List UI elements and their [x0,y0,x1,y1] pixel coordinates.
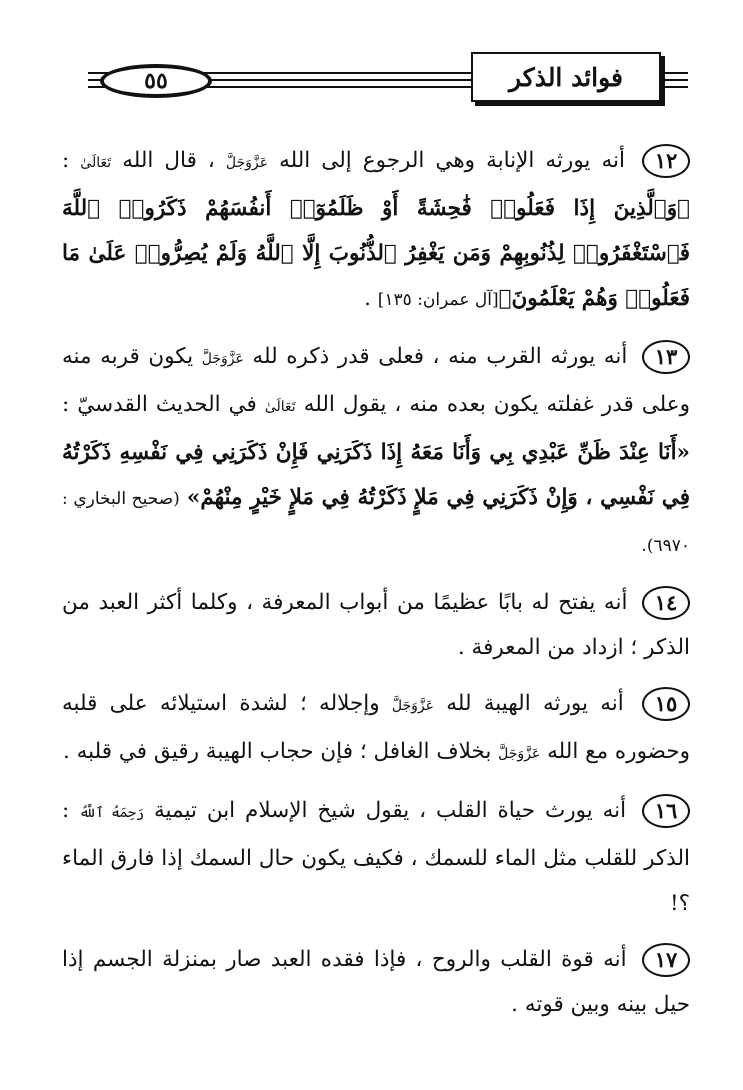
verse-reference: [آل عمران: ١٣٥] [377,290,499,310]
item-number-badge: ١٥ [642,687,690,721]
item-text: أنه يورثه الهيبة لله [446,691,624,716]
honorific: عَزَّوَجَلَّ [201,351,244,367]
honorific: عَزَّوَجَلَّ [391,698,435,714]
item-text: : [62,148,70,173]
item-text: أنه يورثه الإنابة وهي الرجوع إلى الله [279,148,625,173]
item-number-badge: ١٧ [642,943,690,977]
item-text: وإجلاله ؛ لشدة استيلائه على قلبه وحضوره مع الله [62,691,690,764]
item-text: يكون قربه منه وعلى قدر غفلته يكون بعده منه ، يقول الله [62,344,690,417]
list-item [62,580,690,670]
item-text: ، قال الله [122,148,215,173]
list-item [62,788,690,926]
hadith-reference: (صحيح البخاري : ٦٩٧٠). [62,489,690,556]
item-number-badge: ١٢ [642,144,690,178]
page-number-badge [100,64,212,98]
honorific: تَعَالَىٰ [80,155,112,171]
honorific: تَعَالَىٰ [264,399,296,415]
item-text: : الذكر للقلب مثل الماء للسمك ، فكيف يكون حال السمك إذا فارق الماء ؟! [62,798,690,916]
item-text: بخلاف الغافل ؛ فإن حجاب الهيبة رقيق في قلبه . [62,739,492,764]
list-item [62,334,690,569]
quran-verse: ﴿وَٱلَّذِينَ إِذَا فَعَلُوا۟ فَٰحِشَةً أَوْ ظَلَمُوٓا۟ أَنفُسَهُمْ ذَكَرُوا۟ ٱللَّهَ فَٱسْتَغْفَرُوا۟ لِذُنُوبِهِمْ وَمَن يَغْفِرُ ٱلذُّنُوبَ إِلَّا ٱللَّهُ وَلَمْ يُصِرُّوا۟ عَلَىٰ مَا فَعَلُوا۟ وَهُمْ يَعْلَمُونَ﴾ [62,196,690,311]
list-item [62,681,690,777]
item-number-badge: ١٤ [642,586,690,620]
item-number-badge: ١٦ [642,794,690,828]
page-header [88,52,688,108]
item-text: أنه قوة القلب والروح ، فإذا فقده العبد صار بمنزلة الجسم إذا حيل بينه وبين قوته . [62,947,690,1017]
list-item [62,138,690,323]
page-number: ٥٥ [144,68,168,94]
running-title: فوائد الذكر [509,62,623,92]
item-text: أنه يورث حياة القلب ، يقول شيخ الإسلام ابن تيمية [154,798,627,823]
item-number-badge: ١٣ [642,340,690,374]
item-text: أنه يورثه القرب منه ، فعلى قدر ذكره لله [252,344,628,369]
honorific: عَزَّوَجَلَّ [498,746,541,762]
item-text: في الحديث القدسيّ : [62,392,257,417]
honorific: رَحِمَهُ ٱللَّهُ [79,805,145,821]
page-body [62,138,690,1038]
honorific: عَزَّوَجَلَّ [225,155,269,171]
list-item [62,937,690,1027]
item-text: . [364,286,371,311]
item-text: أنه يفتح له بابًا عظيمًا من أبواب المعرفة ، وكلما أكثر العبد من الذكر ؛ ازداد من المعرفة . [62,590,690,660]
hadith-text: «أَنَا عِنْدَ ظَنِّ عَبْدِي بِي وَأَنَا مَعَهُ إِذَا ذَكَرَنِي فَإِنْ ذَكَرَنِي فِي نَفْسِهِ ذَكَرْتُهُ فِي نَفْسِي ، وَإِنْ ذَكَرَنِي فِي مَلإٍ ذَكَرْتُهُ فِي مَلإٍ خَيْرٍ مِنْهُمْ» [62,440,690,510]
running-title-box [471,52,661,102]
